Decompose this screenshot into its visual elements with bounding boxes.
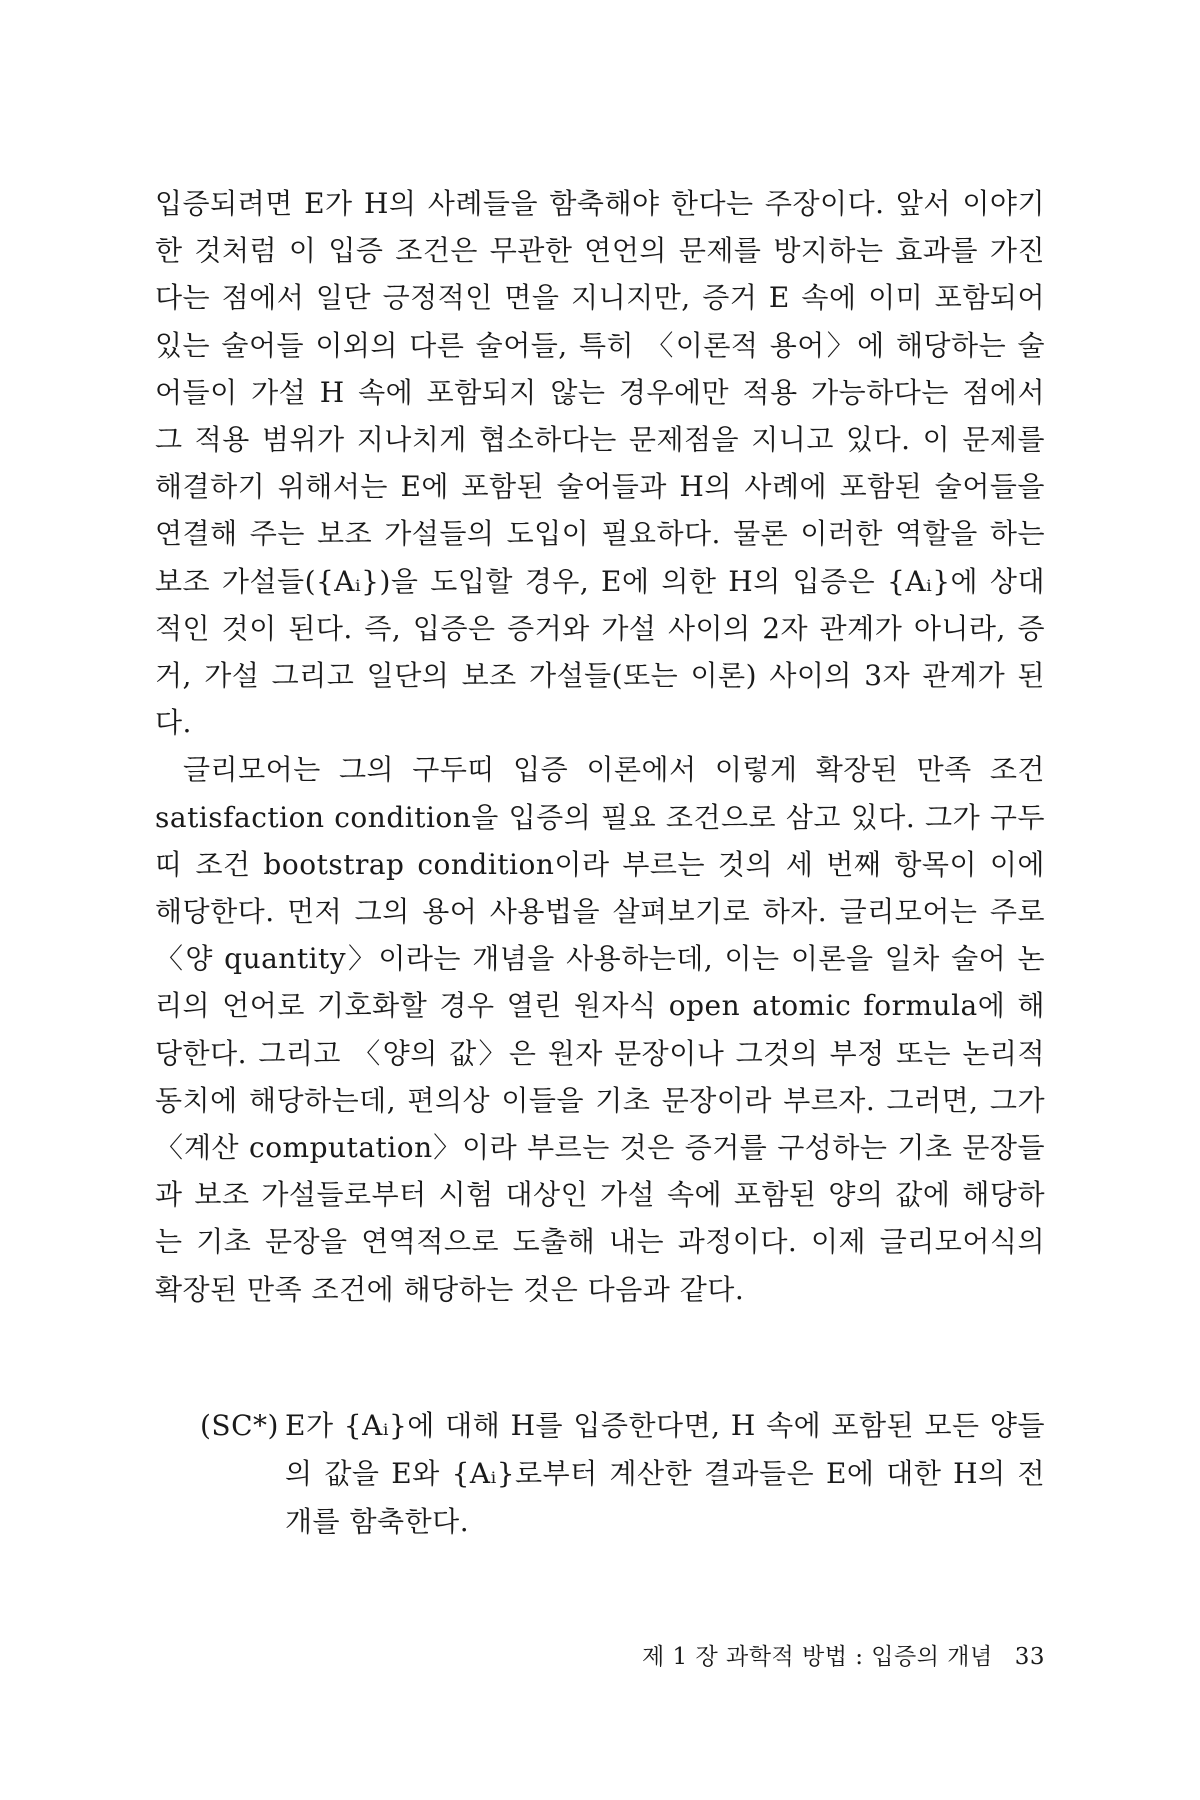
paragraph-1: 입증되려면 E가 H의 사례들을 함축해야 한다는 주장이다. 앞서 이야기한 것처럼 이 입증 조건은 무관한 연언의 문제를 방지하는 효과를 가진다는 점에서 일단 긍정적인 면을 지니지만, 증거 E 속에 이미 포함되어 있는 술어들 이외의 다른 술어들, 특히 〈이론적 용어〉에 해당하는 술어들이 가설 H 속에 포함되지 않는 경우에만 적용 가능하다는 점에서 그 적용 범위가 지나치게 협소하다는 문제점을 지니고 있다. 이 문제를 해결하기 위해서는 E에 포함된 술어들과 H의 사례에 포함된 술어들을 연결해 주는 보조 가설들의 도입이 필요하다. 물론 이러한 역할을 하는 보조 가설들({Aᵢ})을 도입할 경우, E에 의한 H의 입증은 {Aᵢ}에 상대적인 것이 된다. 즉, 입증은 증거와 가설 사이의 2자 관계가 아니라, 증거, 가설 그리고 일단의 보조 가설들(또는 이론) 사이의 3자 관계가 된다. bbox=[155, 187, 1045, 740]
condition-label: (SC*) bbox=[200, 1409, 279, 1442]
condition-block bbox=[200, 1402, 1045, 1546]
page-footer bbox=[600, 1638, 1045, 1671]
page-number: 33 bbox=[1014, 1644, 1045, 1670]
body-text bbox=[155, 180, 1045, 1313]
condition-text: E가 {Aᵢ}에 대해 H를 입증한다면, H 속에 포함된 모든 양들의 값을 E와 {Aᵢ}로부터 계산한 결과들은 E에 대한 H의 전개를 함축한다. bbox=[285, 1409, 1045, 1538]
running-head: 제 1 장 과학적 방법 : 입증의 개념 bbox=[642, 1644, 993, 1670]
paragraph-2: 글리모어는 그의 구두띠 입증 이론에서 이렇게 확장된 만족 조건 satisfaction condition을 입증의 필요 조건으로 삼고 있다. 그가 구두띠 조건 bootstrap condition이라 부르는 것의 세 번째 항목이 이에 해당한다. 먼저 그의 용어 사용법을 살펴보기로 하자. 글리모어는 주로 〈양 quantity〉이라는 개념을 사용하는데, 이는 이론을 일차 술어 논리의 언어로 기호화할 경우 열린 원자식 open atomic formula에 해당한다. 그리고 〈양의 값〉은 원자 문장이나 그것의 부정 또는 논리적 동치에 해당하는데, 편의상 이들을 기초 문장이라 부르자. 그러면, 그가 〈계산 computation〉이라 부르는 것은 증거를 구성하는 기초 문장들과 보조 가설들로부터 시험 대상인 가설 속에 포함된 양의 값에 해당하는 기초 문장을 연역적으로 도출해 내는 과정이다. 이제 글리모어식의 확장된 만족 조건에 해당하는 것은 다음과 같다. bbox=[155, 753, 1045, 1306]
